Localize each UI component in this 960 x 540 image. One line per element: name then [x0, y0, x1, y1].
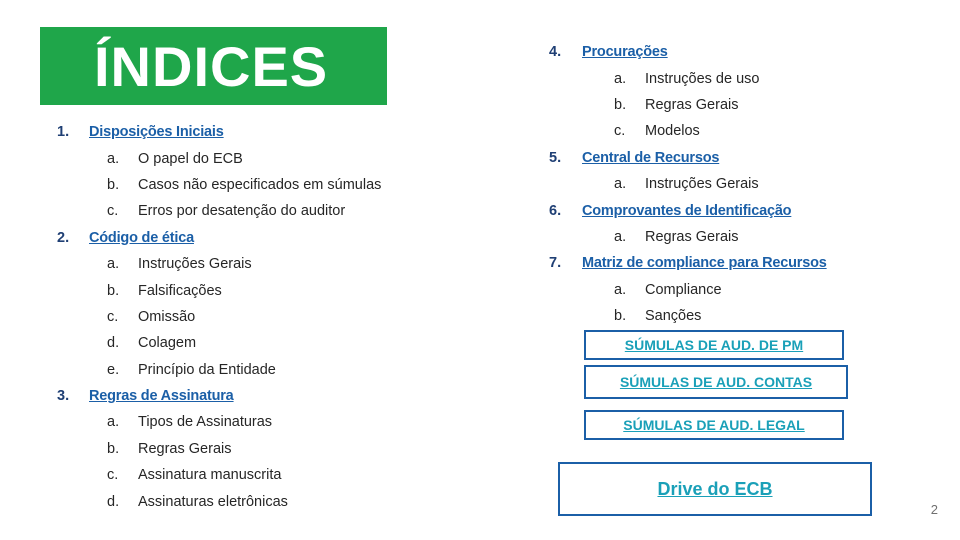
sub-item-letter: a. [614, 70, 627, 87]
toc-sub-item [57, 488, 381, 514]
toc-section-heading [57, 383, 381, 409]
sub-item-text: Instruções Gerais [645, 176, 759, 193]
section-link[interactable]: Disposições Iniciais [89, 124, 224, 141]
sub-item-letter: b. [614, 308, 627, 325]
sub-item-letter: b. [614, 96, 627, 113]
toc-sub-item [57, 304, 381, 330]
toc-sub-item [57, 330, 381, 356]
sub-item-letter: c. [107, 467, 119, 484]
sub-item-text: Falsificações [138, 282, 222, 299]
sub-item-letter: a. [107, 256, 120, 273]
toc-sub-item [549, 118, 827, 144]
toc-section-heading [549, 197, 827, 223]
sub-item-letter: a. [107, 414, 120, 431]
toc-sub-item [57, 436, 381, 462]
sub-item-text: Instruções de uso [645, 70, 760, 87]
toc-section-heading [57, 119, 381, 145]
section-number: 3. [57, 388, 70, 405]
toc-sub-item [57, 251, 381, 277]
toc-sub-item [57, 277, 381, 303]
sub-item-letter: a. [614, 281, 627, 298]
sub-item-text: Omissão [138, 308, 196, 325]
section-link[interactable]: Procurações [582, 44, 668, 61]
page-title: ÍNDICES [94, 34, 329, 98]
sub-item-text: Instruções Gerais [138, 256, 252, 273]
sub-item-text: Casos não especificados em súmulas [138, 176, 382, 193]
sub-item-letter: b. [107, 176, 120, 193]
sub-item-text: Modelos [645, 123, 700, 140]
section-number: 4. [549, 44, 562, 61]
sub-item-text: Regras Gerais [645, 228, 739, 245]
sub-item-text: Assinaturas eletrônicas [138, 493, 288, 510]
toc-sub-item [549, 65, 827, 91]
toc-sub-item [549, 277, 827, 303]
toc-section-heading [549, 250, 827, 276]
sub-item-text: Regras Gerais [645, 96, 739, 113]
sub-item-text: Compliance [645, 281, 722, 298]
toc-sub-item [57, 409, 381, 435]
toc-section-heading [549, 145, 827, 171]
section-number: 7. [549, 255, 562, 272]
toc-sub-item [57, 198, 381, 224]
sub-item-text: O papel do ECB [138, 150, 243, 167]
toc-sub-item [549, 92, 827, 118]
section-link[interactable]: Regras de Assinatura [89, 388, 234, 405]
sub-item-text: Regras Gerais [138, 440, 232, 457]
sumulas-contas-button[interactable]: SÚMULAS DE AUD. CONTAS [584, 365, 848, 399]
sumulas-legal-button[interactable]: SÚMULAS DE AUD. LEGAL [584, 410, 844, 440]
section-number: 6. [549, 202, 562, 219]
sub-item-letter: e. [107, 361, 120, 378]
sub-item-letter: a. [614, 176, 627, 193]
sub-item-letter: c. [107, 308, 119, 325]
section-link[interactable]: Código de ética [89, 229, 194, 246]
section-link[interactable]: Central de Recursos [582, 149, 720, 166]
sub-item-letter: b. [107, 282, 120, 299]
title-banner [40, 27, 387, 105]
sub-item-text: Tipos de Assinaturas [138, 414, 273, 431]
sub-item-text: Sanções [645, 308, 702, 325]
sumulas-pm-button[interactable]: SÚMULAS DE AUD. DE PM [584, 330, 844, 360]
sub-item-letter: b. [107, 440, 120, 457]
toc-column-left [57, 119, 381, 515]
toc-sub-item [549, 303, 827, 329]
toc-sub-item [57, 357, 381, 383]
section-link[interactable]: Comprovantes de Identificação [582, 202, 792, 219]
toc-section-heading [549, 39, 827, 65]
toc-column-right [549, 39, 827, 329]
sub-item-letter: c. [614, 123, 626, 140]
toc-sub-item [57, 145, 381, 171]
sub-item-letter: a. [614, 228, 627, 245]
section-number: 5. [549, 149, 562, 166]
sub-item-text: Colagem [138, 335, 197, 352]
sub-item-text: Princípio da Entidade [138, 361, 276, 378]
section-number: 1. [57, 124, 70, 141]
sub-item-letter: a. [107, 150, 120, 167]
section-number: 2. [57, 229, 70, 246]
drive-ecb-button[interactable]: Drive do ECB [558, 462, 872, 516]
section-link[interactable]: Matriz de compliance para Recursos [582, 255, 827, 272]
sub-item-text: Assinatura manuscrita [138, 467, 282, 484]
toc-sub-item [549, 224, 827, 250]
sub-item-letter: c. [107, 203, 119, 220]
toc-sub-item [57, 462, 381, 488]
toc-section-heading [57, 225, 381, 251]
sub-item-letter: d. [107, 493, 120, 510]
toc-sub-item [549, 171, 827, 197]
toc-sub-item [57, 172, 381, 198]
page-number: 2 [930, 502, 938, 517]
sub-item-letter: d. [107, 335, 120, 352]
sub-item-text: Erros por desatenção do auditor [138, 203, 346, 220]
